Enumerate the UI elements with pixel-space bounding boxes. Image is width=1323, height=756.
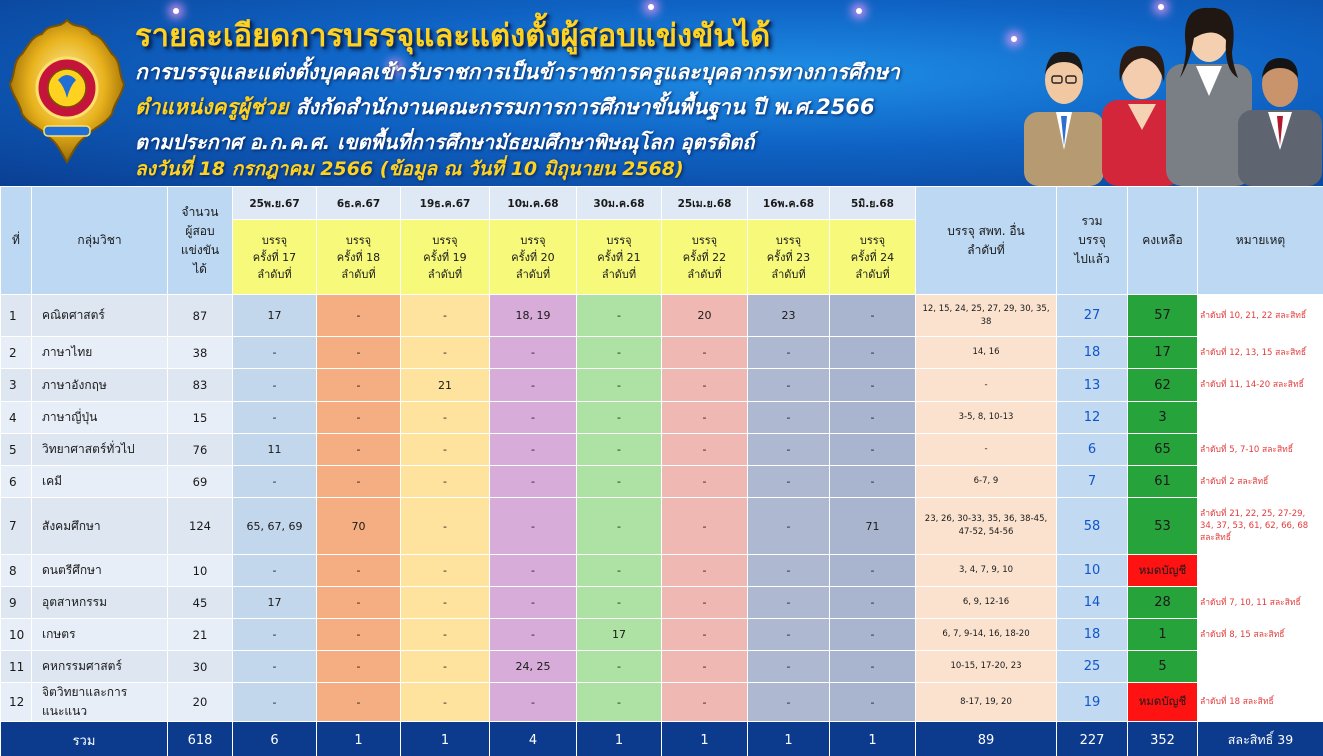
subtitle-line-3: ตามประกาศ อ.ก.ค.ศ. เขตพื้นที่การศึกษามัธยมศึกษาพิษณุโลก อุตรดิตถ์	[135, 130, 755, 154]
round-17-cell: 11	[233, 434, 317, 466]
round-23-cell: -	[748, 337, 830, 369]
round-18-cell: -	[317, 337, 401, 369]
round-19-cell: -	[401, 498, 490, 555]
subtitle-line-1: การบรรจุและแต่งตั้งบุคคลเข้ารับราชการเป็นข้าราชการครูและบุคลากรทางการศึกษา	[135, 60, 900, 84]
round-22-cell: -	[662, 434, 748, 466]
round-22-cell: -	[662, 651, 748, 683]
remaining-cell: 65	[1128, 434, 1198, 466]
passed-count: 124	[168, 498, 233, 555]
round-23-cell: -	[748, 466, 830, 498]
round-17-cell: -	[233, 337, 317, 369]
round-21-cell: -	[577, 337, 662, 369]
other-area-cell: -	[916, 369, 1057, 402]
round-22-cell: -	[662, 466, 748, 498]
total-placed-cell: 14	[1057, 587, 1128, 619]
note-cell: ลำดับที่ 11, 14-20 สละสิทธิ์	[1198, 369, 1323, 402]
other-area-cell: -	[916, 434, 1057, 466]
subject-name: อุตสาหกรรม	[32, 587, 168, 619]
round-17-cell: -	[233, 683, 317, 722]
subtitle-date-line: ลงวันที่ 18 กรกฎาคม 2566 (ข้อมูล ณ วันที่ 10 มิถุนายน 2568)	[135, 158, 684, 180]
header-date-round-17: 25พ.ย.67	[233, 187, 317, 220]
round-21-cell: -	[577, 295, 662, 337]
total-placed-cell: 58	[1057, 498, 1128, 555]
round-21-cell: -	[577, 434, 662, 466]
round-22-cell: -	[662, 337, 748, 369]
passed-count: 45	[168, 587, 233, 619]
round-18-cell: 70	[317, 498, 401, 555]
table-body	[1, 295, 1323, 722]
round-22-cell: -	[662, 619, 748, 651]
total-placed-cell: 7	[1057, 466, 1128, 498]
round-21-cell: -	[577, 587, 662, 619]
round-20-cell: -	[490, 498, 577, 555]
passed-count: 87	[168, 295, 233, 337]
round-20-cell: -	[490, 587, 577, 619]
round-22-cell: -	[662, 683, 748, 722]
passed-count: 21	[168, 619, 233, 651]
row-number: 8	[1, 555, 32, 587]
subject-name: วิทยาศาสตร์ทั่วไป	[32, 434, 168, 466]
total-placed-cell: 6	[1057, 434, 1128, 466]
header-round-19: บรรจุ ครั้งที่ 19 ลำดับที่	[401, 220, 490, 295]
round-24-cell: -	[830, 466, 916, 498]
header-round-17: บรรจุ ครั้งที่ 17 ลำดับที่	[233, 220, 317, 295]
table-row	[1, 683, 1323, 722]
passed-count: 38	[168, 337, 233, 369]
table-row	[1, 295, 1323, 337]
round-21-cell: -	[577, 402, 662, 434]
header-total-placed: รวม บรรจุ ไปแล้ว	[1057, 187, 1128, 295]
note-cell: ลำดับที่ 5, 7-10 สละสิทธิ์	[1198, 434, 1323, 466]
remaining-out-badge: หมดบัญชี	[1128, 683, 1198, 722]
header-subject: กลุ่มวิชา	[32, 187, 168, 295]
round-20-cell: -	[490, 337, 577, 369]
round-20-cell: 18, 19	[490, 295, 577, 337]
subject-name: จิตวิทยาและการแนะแนว	[32, 683, 168, 722]
row-number: 4	[1, 402, 32, 434]
row-number: 6	[1, 466, 32, 498]
round-20-cell: -	[490, 619, 577, 651]
round-21-cell: -	[577, 498, 662, 555]
row-number: 7	[1, 498, 32, 555]
round-23-cell: -	[748, 369, 830, 402]
round-18-cell: -	[317, 683, 401, 722]
round-23-cell: 23	[748, 295, 830, 337]
header-date-round-23: 16พ.ค.68	[748, 187, 830, 220]
round-22-cell: -	[662, 587, 748, 619]
note-cell	[1198, 651, 1323, 683]
round-19-cell: -	[401, 337, 490, 369]
total-placed-cell: 27	[1057, 295, 1128, 337]
table-row	[1, 337, 1323, 369]
round-24-cell: -	[830, 369, 916, 402]
note-cell: ลำดับที่ 18 สละสิทธิ์	[1198, 683, 1323, 722]
header-note: หมายเหตุ	[1198, 187, 1323, 295]
note-cell	[1198, 555, 1323, 587]
header-date-round-19: 19ธ.ค.67	[401, 187, 490, 220]
passed-count: 10	[168, 555, 233, 587]
row-number: 12	[1, 683, 32, 722]
passed-count: 15	[168, 402, 233, 434]
footer-other: 89	[916, 722, 1057, 756]
round-24-cell: -	[830, 619, 916, 651]
footer-remaining: 352	[1128, 722, 1198, 756]
table-row	[1, 619, 1323, 651]
subtitle-line-2	[135, 91, 875, 124]
round-24-cell: -	[830, 337, 916, 369]
round-23-cell: -	[748, 683, 830, 722]
passed-count: 30	[168, 651, 233, 683]
round-20-cell: -	[490, 683, 577, 722]
round-20-cell: -	[490, 555, 577, 587]
round-24-cell: -	[830, 295, 916, 337]
total-placed-cell: 19	[1057, 683, 1128, 722]
subject-name: ภาษาญี่ปุ่น	[32, 402, 168, 434]
round-24-cell: -	[830, 555, 916, 587]
round-23-cell: -	[748, 402, 830, 434]
subject-name: ภาษาไทย	[32, 337, 168, 369]
round-19-cell: 21	[401, 369, 490, 402]
round-21-cell: -	[577, 683, 662, 722]
total-placed-cell: 12	[1057, 402, 1128, 434]
other-area-cell: 6-7, 9	[916, 466, 1057, 498]
table-row	[1, 434, 1323, 466]
round-17-cell: -	[233, 619, 317, 651]
presenter-1	[1024, 52, 1104, 186]
round-19-cell: -	[401, 466, 490, 498]
round-18-cell: -	[317, 295, 401, 337]
round-20-cell: 24, 25	[490, 651, 577, 683]
subject-name: สังคมศึกษา	[32, 498, 168, 555]
footer-total-row	[1, 722, 1323, 756]
header-round-22: บรรจุ ครั้งที่ 22 ลำดับที่	[662, 220, 748, 295]
footer-count: 618	[168, 722, 233, 756]
round-17-cell: 65, 67, 69	[233, 498, 317, 555]
header-round-21: บรรจุ ครั้งที่ 21 ลำดับที่	[577, 220, 662, 295]
round-18-cell: -	[317, 555, 401, 587]
passed-count: 69	[168, 466, 233, 498]
row-number: 11	[1, 651, 32, 683]
remaining-out-badge: หมดบัญชี	[1128, 555, 1198, 587]
round-22-cell: -	[662, 555, 748, 587]
round-24-cell: -	[830, 651, 916, 683]
round-21-cell: 17	[577, 619, 662, 651]
footer-round-20: 4	[490, 722, 577, 756]
header-other-area: บรรจุ สพท. อื่น ลำดับที่	[916, 187, 1057, 295]
round-21-cell: -	[577, 466, 662, 498]
note-cell: ลำดับที่ 10, 21, 22 สละสิทธิ์	[1198, 295, 1323, 337]
round-17-cell: -	[233, 555, 317, 587]
header-round-18: บรรจุ ครั้งที่ 18 ลำดับที่	[317, 220, 401, 295]
remaining-cell: 5	[1128, 651, 1198, 683]
page-title: รายละเอียดการบรรจุและแต่งตั้งผู้สอบแข่งขันได้	[135, 18, 771, 54]
round-23-cell: -	[748, 587, 830, 619]
total-placed-cell: 18	[1057, 337, 1128, 369]
header-round-20: บรรจุ ครั้งที่ 20 ลำดับที่	[490, 220, 577, 295]
other-area-cell: 6, 9, 12-16	[916, 587, 1057, 619]
round-17-cell: -	[233, 466, 317, 498]
round-21-cell: -	[577, 651, 662, 683]
round-23-cell: -	[748, 434, 830, 466]
round-17-cell: -	[233, 651, 317, 683]
note-cell: ลำดับที่ 21, 22, 25, 27-29, 34, 37, 53, 61, 62, 66, 68 สละสิทธิ์	[1198, 498, 1323, 555]
header-round-23: บรรจุ ครั้งที่ 23 ลำดับที่	[748, 220, 830, 295]
other-area-cell: 3-5, 8, 10-13	[916, 402, 1057, 434]
round-22-cell: -	[662, 369, 748, 402]
header-date-round-20: 10ม.ค.68	[490, 187, 577, 220]
round-19-cell: -	[401, 651, 490, 683]
other-area-cell: 12, 15, 24, 25, 27, 29, 30, 35, 38	[916, 295, 1057, 337]
subject-name: ดนตรีศึกษา	[32, 555, 168, 587]
row-number: 3	[1, 369, 32, 402]
header-count: จำนวน ผู้สอบ แข่งขัน ได้	[168, 187, 233, 295]
other-area-cell: 10-15, 17-20, 23	[916, 651, 1057, 683]
table-row	[1, 466, 1323, 498]
position-highlight: ตำแหน่งครูผู้ช่วย	[135, 95, 289, 119]
note-cell: ลำดับที่ 8, 15 สละสิทธิ์	[1198, 619, 1323, 651]
round-24-cell: -	[830, 587, 916, 619]
header-banner	[0, 0, 1323, 186]
round-17-cell: 17	[233, 295, 317, 337]
footer-round-21: 1	[577, 722, 662, 756]
round-24-cell: -	[830, 402, 916, 434]
round-23-cell: -	[748, 498, 830, 555]
table-header	[1, 187, 1323, 295]
round-22-cell: -	[662, 402, 748, 434]
table-row	[1, 651, 1323, 683]
subject-name: ภาษาอังกฤษ	[32, 369, 168, 402]
round-19-cell: -	[401, 555, 490, 587]
row-number: 10	[1, 619, 32, 651]
subtitle-line-2-rest: สังกัดสำนักงานคณะกรรมการการศึกษาขั้นพื้นฐาน ปี พ.ศ.2566	[288, 95, 875, 119]
round-22-cell: -	[662, 498, 748, 555]
table-footer	[1, 722, 1323, 756]
round-19-cell: -	[401, 683, 490, 722]
footer-round-17: 6	[233, 722, 317, 756]
footer-round-24: 1	[830, 722, 916, 756]
header-date-round-24: 5มิ.ย.68	[830, 187, 916, 220]
header-no: ที่	[1, 187, 32, 295]
round-21-cell: -	[577, 555, 662, 587]
note-cell	[1198, 402, 1323, 434]
note-cell: ลำดับที่ 12, 13, 15 สละสิทธิ์	[1198, 337, 1323, 369]
header-date-round-21: 30ม.ค.68	[577, 187, 662, 220]
header-round-24: บรรจุ ครั้งที่ 24 ลำดับที่	[830, 220, 916, 295]
round-21-cell: -	[577, 369, 662, 402]
other-area-cell: 23, 26, 30-33, 35, 36, 38-45, 47-52, 54-56	[916, 498, 1057, 555]
total-placed-cell: 25	[1057, 651, 1128, 683]
note-cell: ลำดับที่ 7, 10, 11 สละสิทธิ์	[1198, 587, 1323, 619]
round-20-cell: -	[490, 402, 577, 434]
subject-name: คหกรรมศาสตร์	[32, 651, 168, 683]
round-18-cell: -	[317, 369, 401, 402]
total-placed-cell: 10	[1057, 555, 1128, 587]
row-number: 1	[1, 295, 32, 337]
round-19-cell: -	[401, 295, 490, 337]
other-area-cell: 14, 16	[916, 337, 1057, 369]
round-19-cell: -	[401, 587, 490, 619]
round-23-cell: -	[748, 619, 830, 651]
round-17-cell: -	[233, 369, 317, 402]
round-20-cell: -	[490, 434, 577, 466]
passed-count: 20	[168, 683, 233, 722]
note-cell: ลำดับที่ 2 สละสิทธิ์	[1198, 466, 1323, 498]
round-20-cell: -	[490, 466, 577, 498]
remaining-cell: 28	[1128, 587, 1198, 619]
row-number: 5	[1, 434, 32, 466]
table-row	[1, 402, 1323, 434]
header-date-round-22: 25เม.ย.68	[662, 187, 748, 220]
other-area-cell: 8-17, 19, 20	[916, 683, 1057, 722]
round-19-cell: -	[401, 434, 490, 466]
round-18-cell: -	[317, 466, 401, 498]
table-row	[1, 587, 1323, 619]
remaining-cell: 3	[1128, 402, 1198, 434]
footer-note: สละสิทธิ์ 39	[1198, 722, 1323, 756]
header-remaining: คงเหลือ	[1128, 187, 1198, 295]
row-number: 2	[1, 337, 32, 369]
footer-total: 227	[1057, 722, 1128, 756]
table-row	[1, 369, 1323, 402]
round-20-cell: -	[490, 369, 577, 402]
other-area-cell: 6, 7, 9-14, 16, 18-20	[916, 619, 1057, 651]
round-18-cell: -	[317, 587, 401, 619]
placement-table	[0, 186, 1323, 756]
round-18-cell: -	[317, 651, 401, 683]
table-row	[1, 555, 1323, 587]
round-19-cell: -	[401, 402, 490, 434]
round-23-cell: -	[748, 651, 830, 683]
round-17-cell: 17	[233, 587, 317, 619]
round-24-cell: -	[830, 683, 916, 722]
round-24-cell: 71	[830, 498, 916, 555]
row-number: 9	[1, 587, 32, 619]
round-24-cell: -	[830, 434, 916, 466]
header-date-round-18: 6ธ.ค.67	[317, 187, 401, 220]
round-18-cell: -	[317, 402, 401, 434]
round-22-cell: 20	[662, 295, 748, 337]
remaining-cell: 57	[1128, 295, 1198, 337]
other-area-cell: 3, 4, 7, 9, 10	[916, 555, 1057, 587]
footer-round-22: 1	[662, 722, 748, 756]
remaining-cell: 1	[1128, 619, 1198, 651]
round-18-cell: -	[317, 434, 401, 466]
footer-round-19: 1	[401, 722, 490, 756]
subject-name: เคมี	[32, 466, 168, 498]
remaining-cell: 17	[1128, 337, 1198, 369]
round-18-cell: -	[317, 619, 401, 651]
table-row	[1, 498, 1323, 555]
subject-name: คณิตศาสตร์	[32, 295, 168, 337]
total-placed-cell: 13	[1057, 369, 1128, 402]
round-19-cell: -	[401, 619, 490, 651]
subject-name: เกษตร	[32, 619, 168, 651]
remaining-cell: 53	[1128, 498, 1198, 555]
passed-count: 83	[168, 369, 233, 402]
round-23-cell: -	[748, 555, 830, 587]
presenters-photo	[1018, 0, 1323, 186]
total-placed-cell: 18	[1057, 619, 1128, 651]
footer-round-23: 1	[748, 722, 830, 756]
remaining-cell: 62	[1128, 369, 1198, 402]
ministry-emblem-icon	[6, 16, 128, 166]
footer-round-18: 1	[317, 722, 401, 756]
round-17-cell: -	[233, 402, 317, 434]
footer-label: รวม	[1, 722, 168, 756]
remaining-cell: 61	[1128, 466, 1198, 498]
passed-count: 76	[168, 434, 233, 466]
